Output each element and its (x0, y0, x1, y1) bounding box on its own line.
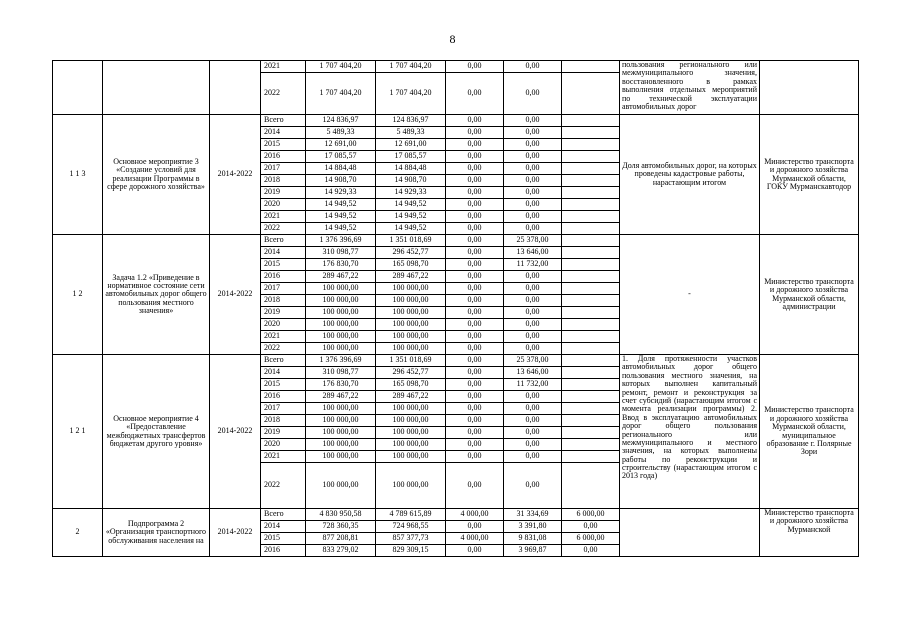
year-cell: 2016 (261, 545, 306, 557)
regional-budget-cell: 296 452,77 (376, 367, 446, 379)
total-cell: 14 949,52 (306, 223, 376, 235)
regional-budget-cell: 14 908,70 (376, 175, 446, 187)
other-sources-cell (562, 427, 620, 439)
table-row (53, 235, 859, 247)
local-budget-cell: 0,00 (504, 331, 562, 343)
federal-budget-cell: 0,00 (446, 439, 504, 451)
year-cell: 2017 (261, 283, 306, 295)
executor-cell: Министерство транспорта и дорожного хозяйства Мурманской (760, 509, 859, 557)
federal-budget-cell: 0,00 (446, 379, 504, 391)
regional-budget-cell: 14 929,33 (376, 187, 446, 199)
other-sources-cell (562, 187, 620, 199)
local-budget-cell: 0,00 (504, 463, 562, 509)
regional-budget-cell: 1 351 018,69 (376, 355, 446, 367)
item-number-cell: 1 2 1 (53, 355, 103, 509)
other-sources-cell (562, 151, 620, 163)
other-sources-cell (562, 247, 620, 259)
federal-budget-cell: 0,00 (446, 319, 504, 331)
federal-budget-cell: 0,00 (446, 403, 504, 415)
indicator-cell: 1. Доля протяженности участков автомобильных дорог общего пользования местного значения, на которых выполнен капитальный ремонт, ремонт и реконструкция за счет субсидий (нарастающим итогом с момента реализации программы) 2. Ввод в эксплуатацию автомобильных дорог общего пользования регионального или межмуниципального и местного значения, на которых выполнены работы по реконструкции и строительству (нарастающим итогом с 2013 года) (620, 355, 760, 509)
federal-budget-cell: 0,00 (446, 127, 504, 139)
year-cell: 2021 (261, 451, 306, 463)
local-budget-cell: 0,00 (504, 295, 562, 307)
regional-budget-cell: 14 949,52 (376, 211, 446, 223)
federal-budget-cell: 0,00 (446, 367, 504, 379)
other-sources-cell (562, 367, 620, 379)
year-cell: 2017 (261, 163, 306, 175)
regional-budget-cell: 165 098,70 (376, 259, 446, 271)
other-sources-cell (562, 259, 620, 271)
local-budget-cell: 0,00 (504, 223, 562, 235)
federal-budget-cell: 0,00 (446, 163, 504, 175)
year-cell: 2014 (261, 521, 306, 533)
regional-budget-cell: 14 949,52 (376, 199, 446, 211)
year-cell: 2015 (261, 533, 306, 545)
total-cell: 1 707 404,20 (306, 73, 376, 115)
local-budget-cell: 0,00 (504, 163, 562, 175)
local-budget-cell: 13 646,00 (504, 247, 562, 259)
indicator-cell: Доля автомобильных дорог, на которых проведены кадастровые работы, нарастающим итогом (620, 115, 760, 235)
year-cell: Всего (261, 235, 306, 247)
total-cell: 310 098,77 (306, 247, 376, 259)
executor-cell: Министерство транспорта и дорожного хозяйства Мурманской области, ГОКУ Мурманскавтодор (760, 115, 859, 235)
other-sources-cell (562, 307, 620, 319)
total-cell: 14 949,52 (306, 199, 376, 211)
local-budget-cell: 0,00 (504, 439, 562, 451)
table-row (53, 355, 859, 367)
other-sources-cell (562, 139, 620, 151)
regional-budget-cell: 724 968,55 (376, 521, 446, 533)
regional-budget-cell: 5 489,33 (376, 127, 446, 139)
year-cell: 2018 (261, 415, 306, 427)
total-cell: 100 000,00 (306, 343, 376, 355)
total-cell: 14 949,52 (306, 211, 376, 223)
total-cell: 4 830 950,58 (306, 509, 376, 521)
regional-budget-cell: 100 000,00 (376, 427, 446, 439)
local-budget-cell: 0,00 (504, 391, 562, 403)
local-budget-cell: 25 378,00 (504, 235, 562, 247)
regional-budget-cell: 829 309,15 (376, 545, 446, 557)
item-number-cell: 2 (53, 509, 103, 557)
local-budget-cell: 11 732,00 (504, 379, 562, 391)
item-name-cell (103, 61, 210, 115)
year-cell: 2019 (261, 307, 306, 319)
table-row (53, 61, 859, 73)
federal-budget-cell: 0,00 (446, 151, 504, 163)
regional-budget-cell: 100 000,00 (376, 451, 446, 463)
federal-budget-cell: 0,00 (446, 139, 504, 151)
total-cell: 124 836,97 (306, 115, 376, 127)
local-budget-cell: 11 732,00 (504, 259, 562, 271)
year-cell: 2014 (261, 367, 306, 379)
total-cell: 5 489,33 (306, 127, 376, 139)
local-budget-cell: 0,00 (504, 115, 562, 127)
local-budget-cell: 0,00 (504, 127, 562, 139)
total-cell: 14 929,33 (306, 187, 376, 199)
other-sources-cell (562, 73, 620, 115)
local-budget-cell: 0,00 (504, 61, 562, 73)
total-cell: 100 000,00 (306, 319, 376, 331)
local-budget-cell: 0,00 (504, 343, 562, 355)
federal-budget-cell: 0,00 (446, 223, 504, 235)
other-sources-cell: 0,00 (562, 521, 620, 533)
table-body (53, 61, 859, 557)
local-budget-cell: 0,00 (504, 427, 562, 439)
federal-budget-cell: 4 000,00 (446, 533, 504, 545)
federal-budget-cell: 0,00 (446, 295, 504, 307)
regional-budget-cell: 100 000,00 (376, 319, 446, 331)
year-cell: 2014 (261, 247, 306, 259)
other-sources-cell (562, 331, 620, 343)
indicator-cell: пользования регионального или межмуниципального значения, восстановленного в рамках выполнения отдельных мероприятий по технической эксплуатации автомобильных дорог (620, 61, 760, 115)
regional-budget-cell: 1 707 404,20 (376, 61, 446, 73)
total-cell: 100 000,00 (306, 403, 376, 415)
other-sources-cell (562, 115, 620, 127)
other-sources-cell (562, 379, 620, 391)
federal-budget-cell: 0,00 (446, 427, 504, 439)
local-budget-cell: 0,00 (504, 73, 562, 115)
period-cell: 2014-2022 (210, 355, 261, 509)
other-sources-cell (562, 199, 620, 211)
local-budget-cell: 0,00 (504, 403, 562, 415)
total-cell: 1 376 396,69 (306, 355, 376, 367)
total-cell: 1 707 404,20 (306, 61, 376, 73)
period-cell: 2014-2022 (210, 235, 261, 355)
total-cell: 12 691,00 (306, 139, 376, 151)
federal-budget-cell: 0,00 (446, 283, 504, 295)
total-cell: 100 000,00 (306, 295, 376, 307)
federal-budget-cell: 0,00 (446, 235, 504, 247)
local-budget-cell: 31 334,69 (504, 509, 562, 521)
federal-budget-cell: 0,00 (446, 343, 504, 355)
local-budget-cell: 0,00 (504, 271, 562, 283)
year-cell: 2020 (261, 319, 306, 331)
total-cell: 100 000,00 (306, 439, 376, 451)
period-cell: 2014-2022 (210, 115, 261, 235)
federal-budget-cell: 0,00 (446, 521, 504, 533)
federal-budget-cell: 0,00 (446, 331, 504, 343)
other-sources-cell (562, 415, 620, 427)
federal-budget-cell: 0,00 (446, 211, 504, 223)
total-cell: 289 467,22 (306, 271, 376, 283)
regional-budget-cell: 100 000,00 (376, 439, 446, 451)
year-cell: 2020 (261, 439, 306, 451)
regional-budget-cell: 4 789 615,89 (376, 509, 446, 521)
regional-budget-cell: 165 098,70 (376, 379, 446, 391)
regional-budget-cell: 289 467,22 (376, 271, 446, 283)
executor-cell: Министерство транспорта и дорожного хозяйства Мурманской области, муниципальное образование г. Полярные Зори (760, 355, 859, 509)
regional-budget-cell: 1 351 018,69 (376, 235, 446, 247)
local-budget-cell: 0,00 (504, 151, 562, 163)
total-cell: 100 000,00 (306, 415, 376, 427)
local-budget-cell: 9 831,08 (504, 533, 562, 545)
item-name-cell: Подпрограмма 2 «Организация транспортного обслуживания населения на (103, 509, 210, 557)
year-cell: 2017 (261, 403, 306, 415)
other-sources-cell: 0,00 (562, 545, 620, 557)
year-cell: Всего (261, 115, 306, 127)
local-budget-cell: 0,00 (504, 451, 562, 463)
other-sources-cell (562, 283, 620, 295)
federal-budget-cell: 0,00 (446, 545, 504, 557)
local-budget-cell: 0,00 (504, 175, 562, 187)
total-cell: 833 279,02 (306, 545, 376, 557)
total-cell: 100 000,00 (306, 283, 376, 295)
regional-budget-cell: 1 707 404,20 (376, 73, 446, 115)
federal-budget-cell: 0,00 (446, 259, 504, 271)
table-row (53, 115, 859, 127)
other-sources-cell (562, 175, 620, 187)
regional-budget-cell: 100 000,00 (376, 283, 446, 295)
regional-budget-cell: 124 836,97 (376, 115, 446, 127)
regional-budget-cell: 289 467,22 (376, 391, 446, 403)
period-cell: 2014-2022 (210, 509, 261, 557)
year-cell: 2015 (261, 139, 306, 151)
local-budget-cell: 0,00 (504, 319, 562, 331)
other-sources-cell (562, 439, 620, 451)
regional-budget-cell: 17 085,57 (376, 151, 446, 163)
local-budget-cell: 0,00 (504, 199, 562, 211)
total-cell: 100 000,00 (306, 427, 376, 439)
local-budget-cell: 3 969,87 (504, 545, 562, 557)
year-cell: 2018 (261, 295, 306, 307)
total-cell: 100 000,00 (306, 307, 376, 319)
year-cell: 2022 (261, 463, 306, 509)
total-cell: 100 000,00 (306, 463, 376, 509)
regional-budget-cell: 857 377,73 (376, 533, 446, 545)
federal-budget-cell: 0,00 (446, 307, 504, 319)
local-budget-cell: 0,00 (504, 187, 562, 199)
other-sources-cell (562, 463, 620, 509)
federal-budget-cell: 0,00 (446, 61, 504, 73)
federal-budget-cell: 0,00 (446, 73, 504, 115)
total-cell: 17 085,57 (306, 151, 376, 163)
local-budget-cell: 0,00 (504, 307, 562, 319)
local-budget-cell: 0,00 (504, 211, 562, 223)
federal-budget-cell: 0,00 (446, 415, 504, 427)
other-sources-cell (562, 295, 620, 307)
regional-budget-cell: 100 000,00 (376, 463, 446, 509)
other-sources-cell (562, 451, 620, 463)
other-sources-cell (562, 61, 620, 73)
year-cell: 2015 (261, 259, 306, 271)
total-cell: 289 467,22 (306, 391, 376, 403)
year-cell: Всего (261, 355, 306, 367)
regional-budget-cell: 296 452,77 (376, 247, 446, 259)
other-sources-cell (562, 235, 620, 247)
year-cell: 2016 (261, 391, 306, 403)
year-cell: 2019 (261, 427, 306, 439)
regional-budget-cell: 14 884,48 (376, 163, 446, 175)
local-budget-cell: 3 391,80 (504, 521, 562, 533)
indicator-cell: - (620, 235, 760, 355)
other-sources-cell: 6 000,00 (562, 533, 620, 545)
local-budget-cell: 0,00 (504, 415, 562, 427)
federal-budget-cell: 0,00 (446, 271, 504, 283)
local-budget-cell: 13 646,00 (504, 367, 562, 379)
federal-budget-cell: 0,00 (446, 463, 504, 509)
total-cell: 1 376 396,69 (306, 235, 376, 247)
period-cell (210, 61, 261, 115)
federal-budget-cell: 0,00 (446, 187, 504, 199)
other-sources-cell (562, 355, 620, 367)
federal-budget-cell: 0,00 (446, 175, 504, 187)
year-cell: 2016 (261, 151, 306, 163)
regional-budget-cell: 14 949,52 (376, 223, 446, 235)
total-cell: 176 830,70 (306, 259, 376, 271)
federal-budget-cell: 0,00 (446, 199, 504, 211)
regional-budget-cell: 100 000,00 (376, 415, 446, 427)
item-number-cell: 1 1 3 (53, 115, 103, 235)
other-sources-cell (562, 403, 620, 415)
total-cell: 176 830,70 (306, 379, 376, 391)
indicator-cell (620, 509, 760, 557)
other-sources-cell (562, 391, 620, 403)
federal-budget-cell: 4 000,00 (446, 509, 504, 521)
other-sources-cell (562, 343, 620, 355)
year-cell: Всего (261, 509, 306, 521)
program-table (52, 60, 859, 557)
federal-budget-cell: 0,00 (446, 115, 504, 127)
local-budget-cell: 25 378,00 (504, 355, 562, 367)
other-sources-cell (562, 319, 620, 331)
total-cell: 100 000,00 (306, 331, 376, 343)
item-name-cell: Основное мероприятие 3 «Создание условий для реализации Программы в сфере дорожного хозяйства» (103, 115, 210, 235)
total-cell: 14 908,70 (306, 175, 376, 187)
federal-budget-cell: 0,00 (446, 247, 504, 259)
year-cell: 2022 (261, 223, 306, 235)
federal-budget-cell: 0,00 (446, 355, 504, 367)
table-row (53, 509, 859, 521)
federal-budget-cell: 0,00 (446, 391, 504, 403)
regional-budget-cell: 100 000,00 (376, 307, 446, 319)
total-cell: 877 208,81 (306, 533, 376, 545)
total-cell: 14 884,48 (306, 163, 376, 175)
regional-budget-cell: 12 691,00 (376, 139, 446, 151)
year-cell: 2021 (261, 211, 306, 223)
item-number-cell: 1 2 (53, 235, 103, 355)
regional-budget-cell: 100 000,00 (376, 403, 446, 415)
year-cell: 2021 (261, 331, 306, 343)
total-cell: 728 360,35 (306, 521, 376, 533)
federal-budget-cell: 0,00 (446, 451, 504, 463)
local-budget-cell: 0,00 (504, 283, 562, 295)
executor-cell (760, 61, 859, 115)
executor-cell: Министерство транспорта и дорожного хозяйства Мурманской области, администрации (760, 235, 859, 355)
year-cell: 2018 (261, 175, 306, 187)
page-number: 8 (449, 32, 456, 46)
regional-budget-cell: 100 000,00 (376, 295, 446, 307)
regional-budget-cell: 100 000,00 (376, 343, 446, 355)
item-name-cell: Задача 1.2 «Приведение в нормативное состояние сети автомобильных дорог общего пользования местного значения» (103, 235, 210, 355)
other-sources-cell: 6 000,00 (562, 509, 620, 521)
year-cell: 2021 (261, 61, 306, 73)
year-cell: 2015 (261, 379, 306, 391)
total-cell: 100 000,00 (306, 451, 376, 463)
year-cell: 2019 (261, 187, 306, 199)
year-cell: 2022 (261, 343, 306, 355)
local-budget-cell: 0,00 (504, 139, 562, 151)
other-sources-cell (562, 211, 620, 223)
regional-budget-cell: 100 000,00 (376, 331, 446, 343)
item-number-cell (53, 61, 103, 115)
other-sources-cell (562, 163, 620, 175)
other-sources-cell (562, 271, 620, 283)
other-sources-cell (562, 127, 620, 139)
year-cell: 2016 (261, 271, 306, 283)
item-name-cell: Основное мероприятие 4 «Предоставление межбюджетных трансфертов бюджетам другого уровня» (103, 355, 210, 509)
year-cell: 2014 (261, 127, 306, 139)
year-cell: 2022 (261, 73, 306, 115)
other-sources-cell (562, 223, 620, 235)
total-cell: 310 098,77 (306, 367, 376, 379)
year-cell: 2020 (261, 199, 306, 211)
